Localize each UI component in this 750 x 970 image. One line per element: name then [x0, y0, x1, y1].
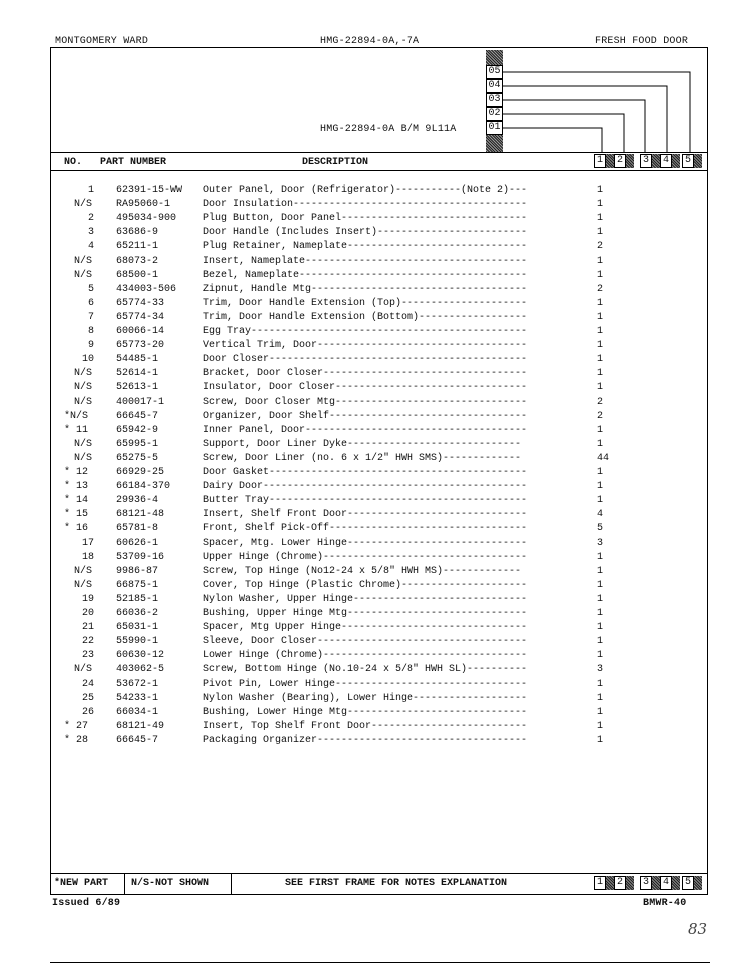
part-quantity: 1	[597, 636, 604, 648]
part-description: Door Insulation---------------------------------------	[203, 199, 528, 211]
part-description: Organizer, Door Shelf---------------------------------	[203, 410, 528, 422]
list-item	[0, 565, 750, 579]
part-description: Screw, Door Closer Mtg--------------------------------	[203, 396, 528, 408]
part-description: Cover, Top Hinge (Plastic Chrome)---------------------	[203, 579, 528, 591]
list-item	[0, 255, 750, 269]
list-item	[0, 269, 750, 283]
part-quantity: 1	[597, 213, 604, 225]
part-item-number: N/S	[74, 565, 93, 577]
list-item	[0, 325, 750, 339]
part-number: 60626-1	[116, 537, 159, 549]
part-description: Egg Tray----------------------------------------------	[203, 326, 528, 337]
part-number: 65774-33	[116, 297, 165, 309]
list-item	[0, 621, 750, 635]
part-number: RA95060-1	[116, 199, 171, 211]
part-quantity: 1	[597, 185, 604, 196]
part-quantity: 1	[597, 650, 604, 662]
list-item	[0, 649, 750, 663]
part-quantity: 1	[597, 565, 604, 577]
part-number: 403062-5	[116, 664, 165, 676]
part-number: 52613-1	[116, 382, 159, 394]
part-number: 54233-1	[116, 692, 159, 704]
model-col-02: 02	[486, 107, 503, 121]
part-item-number: N/S	[74, 664, 93, 676]
bottom-page-rule	[50, 962, 710, 963]
part-quantity: 1	[597, 382, 604, 394]
part-quantity: 2	[597, 396, 604, 408]
part-description: Bushing, Lower Hinge Mtg------------------------------	[203, 706, 528, 718]
model-connector-lines	[0, 0, 750, 170]
list-item	[0, 663, 750, 677]
list-item	[0, 522, 750, 536]
footer-col-shade-2	[626, 876, 634, 890]
issued-date: Issued 6/89	[52, 898, 121, 909]
part-item-number: * 16	[64, 523, 89, 535]
part-quantity: 1	[597, 269, 604, 281]
part-number: 66184-370	[116, 481, 171, 493]
header-col-box-3: 3	[640, 154, 652, 168]
list-item	[0, 424, 750, 438]
part-quantity: 44	[597, 452, 610, 464]
part-description: Bracket, Door Closer----------------------------------	[203, 368, 528, 380]
footer-col-box-5: 5	[682, 876, 694, 890]
part-description: Screw, Bottom Hinge (No.10-24 x 5/8" HWH SL)----------	[203, 664, 528, 676]
list-item	[0, 692, 750, 706]
footer-col-shade-3	[652, 876, 660, 890]
part-quantity: 2	[597, 410, 604, 422]
list-item	[0, 339, 750, 353]
part-number: 65942-9	[116, 424, 159, 436]
part-quantity: 1	[597, 495, 604, 507]
part-quantity: 1	[597, 734, 604, 746]
part-item-number: N/S	[74, 382, 93, 394]
section-title: FRESH FOOD DOOR	[595, 36, 689, 47]
part-description: Nylon Washer, Upper Hinge-----------------------------	[203, 593, 528, 605]
parts-list	[0, 184, 750, 764]
part-number: 9986-87	[116, 565, 159, 577]
list-item	[0, 579, 750, 593]
brand-name: MONTGOMERY WARD	[55, 36, 149, 47]
part-quantity: 2	[597, 241, 604, 253]
part-description: Door Gasket-------------------------------------------	[203, 467, 528, 478]
part-item-number: * 28	[64, 734, 89, 746]
list-item	[0, 438, 750, 452]
part-quantity: 1	[597, 579, 604, 591]
part-description: Spacer, Mtg. Lower Hinge------------------------------	[203, 537, 528, 549]
list-item	[0, 551, 750, 565]
list-item	[0, 607, 750, 621]
part-number: 53672-1	[116, 678, 159, 690]
part-item-number: 7	[87, 311, 94, 323]
part-item-number: 17	[81, 537, 94, 549]
part-description: Vertical Trim, Door-----------------------------------	[203, 340, 528, 352]
part-item-number: 25	[81, 692, 94, 704]
part-number: 53709-16	[116, 551, 165, 563]
part-number: 66645-7	[116, 734, 159, 746]
part-number: 65031-1	[116, 622, 159, 634]
part-item-number: 10	[81, 354, 94, 366]
footer-col-box-1: 1	[594, 876, 606, 890]
part-quantity: 1	[597, 438, 604, 450]
part-description: Door Handle (Includes Insert)-------------------------	[203, 227, 528, 239]
part-number: 63686-9	[116, 227, 159, 239]
part-description: Butter Tray-------------------------------------------	[203, 495, 528, 507]
part-item-number: 1	[87, 185, 94, 196]
part-description: Zipnut, Handle Mtg------------------------------------	[203, 283, 528, 295]
list-item	[0, 720, 750, 734]
part-item-number: 5	[87, 283, 94, 295]
part-description: Lower Hinge (Chrome)----------------------------------	[203, 650, 528, 662]
part-number: 434003-506	[116, 283, 177, 295]
footer-divider-1	[124, 874, 125, 894]
part-description: Trim, Door Handle Extension (Top)---------------------	[203, 297, 528, 309]
part-item-number: * 12	[64, 467, 89, 478]
part-item-number: * 13	[64, 481, 89, 493]
part-number: 66036-2	[116, 608, 159, 619]
part-description: Sleeve, Door Closer-----------------------------------	[203, 636, 528, 648]
part-item-number: N/S	[74, 269, 93, 281]
list-item	[0, 311, 750, 325]
list-item	[0, 381, 750, 395]
part-description: Door Closer-------------------------------------------	[203, 354, 528, 366]
model-col-05: 05	[486, 65, 503, 79]
footer-col-box-4: 4	[660, 876, 672, 890]
part-item-number: * 27	[64, 720, 89, 732]
part-description: Bushing, Upper Hinge Mtg------------------------------	[203, 608, 528, 619]
footer-col-shade-4	[672, 876, 680, 890]
page-code: BMWR-40	[643, 898, 687, 909]
part-item-number: N/S	[74, 199, 93, 211]
list-item	[0, 452, 750, 466]
list-item	[0, 494, 750, 508]
footer-col-box-2: 2	[614, 876, 626, 890]
footer-col-box-3: 3	[640, 876, 652, 890]
list-item	[0, 480, 750, 494]
part-item-number: N/S	[74, 255, 93, 267]
part-description: Insert, Top Shelf Front Door--------------------------	[203, 720, 528, 732]
part-item-number: 22	[81, 636, 94, 648]
part-number: 68073-2	[116, 255, 159, 267]
part-item-number: 24	[81, 678, 94, 690]
part-quantity: 3	[597, 664, 604, 676]
part-number: 62391-15-WW	[116, 185, 183, 196]
part-description: Pivot Pin, Lower Hinge--------------------------------	[203, 678, 528, 690]
part-description: Screw, Top Hinge (No12-24 x 5/8" HWH MS)-------------	[203, 565, 522, 577]
part-description: Plug Button, Door Panel-------------------------------	[203, 213, 528, 225]
part-quantity: 1	[597, 227, 604, 239]
list-item	[0, 678, 750, 692]
footer-notes-explanation: SEE FIRST FRAME FOR NOTES EXPLANATION	[285, 878, 508, 889]
part-number: 29936-4	[116, 495, 159, 507]
list-item	[0, 537, 750, 551]
part-item-number: 21	[81, 622, 94, 634]
part-item-number: N/S	[74, 396, 93, 408]
part-number: 52614-1	[116, 368, 159, 380]
footer-col-shade-1	[606, 876, 614, 890]
part-quantity: 1	[597, 368, 604, 380]
part-quantity: 1	[597, 678, 604, 690]
col-header-description: DESCRIPTION	[302, 157, 369, 168]
part-item-number: 18	[81, 551, 94, 563]
part-number: 54485-1	[116, 354, 159, 366]
part-item-number: 3	[87, 227, 94, 239]
part-number: 65211-1	[116, 241, 159, 253]
footer-col-shade-5	[694, 876, 702, 890]
part-item-number: * 15	[64, 509, 89, 521]
part-item-number: 4	[87, 241, 94, 253]
part-quantity: 1	[597, 467, 604, 478]
col-header-no: NO.	[64, 157, 83, 168]
header-col-box-1: 1	[594, 154, 606, 168]
part-number: 60066-14	[116, 326, 165, 337]
part-number: 60630-12	[116, 650, 165, 662]
header-col-shade-1	[606, 154, 614, 168]
list-item	[0, 734, 750, 748]
list-item	[0, 240, 750, 254]
part-quantity: 1	[597, 199, 604, 211]
part-number: 65275-5	[116, 452, 159, 464]
part-number: 65995-1	[116, 438, 159, 450]
part-description: Outer Panel, Door (Refrigerator)-----------(Note 2)---	[203, 185, 528, 196]
col-header-part-number: PART NUMBER	[100, 157, 167, 168]
part-number: 495034-900	[116, 213, 177, 225]
header-rule-top	[50, 152, 708, 153]
part-number: 68121-49	[116, 720, 165, 732]
part-number: 66875-1	[116, 579, 159, 591]
part-quantity: 1	[597, 255, 604, 267]
part-description: Upper Hinge (Chrome)----------------------------------	[203, 551, 528, 563]
footer-divider-2	[231, 874, 232, 894]
part-quantity: 1	[597, 354, 604, 366]
part-description: Bezel, Nameplate--------------------------------------	[203, 269, 528, 281]
list-item	[0, 226, 750, 240]
model-number: HMG-22894-0A,-7A	[320, 36, 420, 47]
part-number: 66929-25	[116, 467, 165, 478]
part-quantity: 4	[597, 509, 604, 521]
footer-not-shown: N/S-NOT SHOWN	[131, 878, 210, 889]
part-item-number: 6	[87, 297, 94, 309]
part-description: Spacer, Mtg Upper Hinge-------------------------------	[203, 622, 528, 634]
part-number: 68500-1	[116, 269, 159, 281]
footer-new-part: *NEW PART	[54, 878, 109, 889]
part-quantity: 1	[597, 311, 604, 323]
part-description: Front, Shelf Pick-Off---------------------------------	[203, 523, 528, 535]
part-quantity: 1	[597, 706, 604, 718]
part-number: 68121-48	[116, 509, 165, 521]
part-item-number: 20	[81, 608, 94, 619]
part-quantity: 1	[597, 481, 604, 493]
header-col-shade-5	[694, 154, 702, 168]
list-item	[0, 184, 750, 198]
model-col-04: 04	[486, 79, 503, 93]
list-item	[0, 198, 750, 212]
part-item-number: N/S	[74, 438, 93, 450]
list-item	[0, 593, 750, 607]
part-number: 55990-1	[116, 636, 159, 648]
part-item-number: N/S	[74, 452, 93, 464]
list-item	[0, 706, 750, 720]
part-item-number: 9	[87, 340, 94, 352]
list-item	[0, 297, 750, 311]
part-item-number: * 11	[64, 424, 89, 436]
part-quantity: 1	[597, 297, 604, 309]
handwritten-page-mark: 83	[688, 920, 708, 938]
part-description: Plug Retainer, Nameplate------------------------------	[203, 241, 528, 253]
list-item	[0, 508, 750, 522]
part-number: 65781-8	[116, 523, 159, 535]
part-description: Nylon Washer (Bearing), Lower Hinge-------------------	[203, 692, 528, 704]
header-col-shade-3	[652, 154, 660, 168]
list-item	[0, 283, 750, 297]
model-col-03: 03	[486, 93, 503, 107]
part-quantity: 3	[597, 537, 604, 549]
part-quantity: 1	[597, 608, 604, 619]
part-description: Insulator, Door Closer--------------------------------	[203, 382, 528, 394]
part-number: 65774-34	[116, 311, 165, 323]
part-description: Trim, Door Handle Extension (Bottom)------------------	[203, 311, 528, 323]
part-quantity: 2	[597, 283, 604, 295]
part-quantity: 1	[597, 622, 604, 634]
list-item	[0, 367, 750, 381]
model-bm-label: HMG-22894-0A B/M 9L11A	[320, 124, 457, 135]
part-quantity: 1	[597, 551, 604, 563]
part-number: 66645-7	[116, 410, 159, 422]
part-item-number: N/S	[74, 368, 93, 380]
part-item-number: *N/S	[64, 410, 89, 422]
header-col-shade-2	[626, 154, 634, 168]
part-quantity: 1	[597, 326, 604, 337]
part-quantity: 1	[597, 340, 604, 352]
part-description: Screw, Door Liner (no. 6 x 1/2" HWH SMS)-------------	[203, 452, 522, 464]
header-col-box-5: 5	[682, 154, 694, 168]
part-item-number: 23	[81, 650, 94, 662]
part-number: 66034-1	[116, 706, 159, 718]
part-number: 400017-1	[116, 396, 165, 408]
part-quantity: 1	[597, 692, 604, 704]
header-col-shade-4	[672, 154, 680, 168]
part-item-number: 26	[81, 706, 94, 718]
list-item	[0, 212, 750, 226]
part-number: 52185-1	[116, 593, 159, 605]
part-description: Insert, Shelf Front Door------------------------------	[203, 509, 528, 521]
list-item	[0, 466, 750, 480]
list-item	[0, 635, 750, 649]
part-quantity: 1	[597, 720, 604, 732]
list-item	[0, 396, 750, 410]
part-item-number: N/S	[74, 579, 93, 591]
header-col-box-4: 4	[660, 154, 672, 168]
part-number: 65773-20	[116, 340, 165, 352]
part-quantity: 5	[597, 523, 604, 535]
model-col-01: 01	[486, 121, 503, 135]
part-item-number: 19	[81, 593, 94, 605]
header-col-box-2: 2	[614, 154, 626, 168]
part-description: Inner Panel, Door-------------------------------------	[203, 424, 528, 436]
part-item-number: 2	[87, 213, 94, 225]
part-description: Packaging Organizer-----------------------------------	[203, 734, 528, 746]
part-item-number: * 14	[64, 495, 89, 507]
list-item	[0, 353, 750, 367]
part-quantity: 1	[597, 424, 604, 436]
part-item-number: 8	[87, 326, 94, 337]
part-description: Dairy Door--------------------------------------------	[203, 481, 528, 493]
part-description: Insert, Nameplate-------------------------------------	[203, 255, 528, 267]
footer-rule	[50, 873, 708, 874]
part-quantity: 1	[597, 593, 604, 605]
list-item	[0, 410, 750, 424]
header-rule-bottom	[50, 170, 708, 171]
part-description: Support, Door Liner Dyke-----------------------------	[203, 438, 522, 450]
